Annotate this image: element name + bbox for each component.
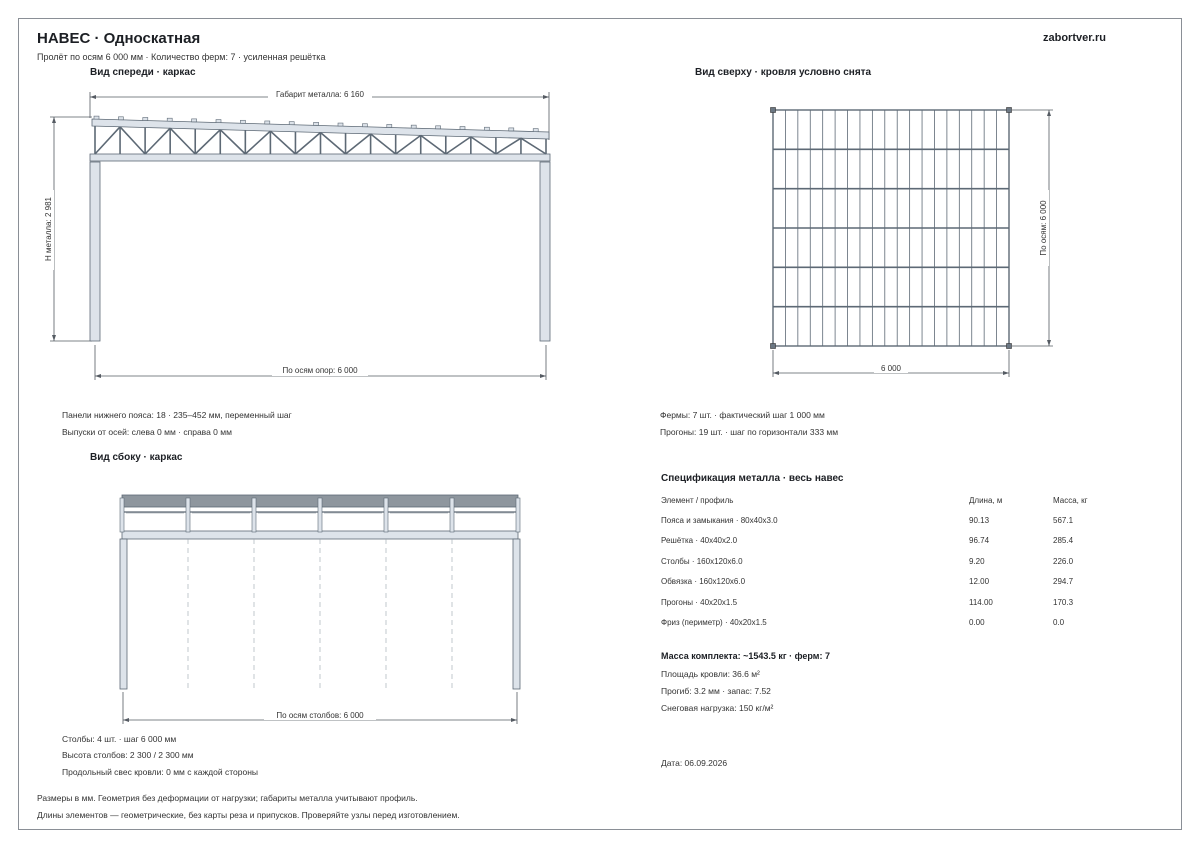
side-truss <box>450 498 454 532</box>
spec-cell-element: Решётка · 40х40х2.0 <box>661 536 738 546</box>
side-dim-bottom-label: По осям столбов: 6 000 <box>276 711 364 720</box>
footer-note-2: Длины элементов — геометрические, без карты реза и припусков. Проверяйте узлы перед изготовлением. <box>37 810 460 820</box>
side-note-3: Продольный свес кровли: 0 мм с каждой стороны <box>62 767 259 777</box>
spec-cell-element: Столбы · 160х120х6.0 <box>661 556 743 566</box>
side-note-2: Высота столбов: 2 300 / 2 300 мм <box>62 750 194 760</box>
front-view-title: Вид спереди · каркас <box>90 67 196 78</box>
summary-mass: Масса комплекта: ~1543.5 кг · ферм: 7 <box>661 651 830 661</box>
side-note-1: Столбы: 4 шт. · шаг 6 000 мм <box>62 734 177 744</box>
site-label: zabortver.ru <box>1043 32 1106 44</box>
summary-snow: Снеговая нагрузка: 150 кг/м² <box>661 703 774 713</box>
spec-cell-element: Обвязка · 160х120х6.0 <box>661 577 746 587</box>
spec-col-mass: Масса, кг <box>1053 495 1088 505</box>
side-truss <box>120 498 124 532</box>
page-subtitle: Пролёт по осям 6 000 мм · Количество ферм: 7 · усиленная решётка <box>37 52 326 62</box>
front-dim-left-label: Н металла: 2 981 <box>44 197 53 261</box>
spec-row <box>661 592 1113 612</box>
side-post-left <box>120 539 127 689</box>
spec-cell-length: 90.13 <box>969 516 990 526</box>
summary-area: Площадь кровли: 36.6 м² <box>661 669 760 679</box>
footer-note-1: Размеры в мм. Геометрия без деформации от нагрузки; габариты металла учитывают профиль. <box>37 793 418 803</box>
spec-table-wrap <box>661 490 1113 633</box>
top-dim-bottom-label: 6 000 <box>880 364 902 373</box>
spec-cell-mass: 294.7 <box>1053 577 1074 587</box>
side-truss <box>252 498 256 532</box>
spec-row <box>661 551 1113 571</box>
spec-cell-length: 9.20 <box>969 556 985 566</box>
spec-title: Спецификация металла · весь навес <box>661 473 844 484</box>
summary-date: Дата: 06.09.2026 <box>661 758 728 768</box>
front-note-1: Панели нижнего пояса: 18 · 235–452 мм, переменный шаг <box>62 410 292 420</box>
side-truss <box>516 498 520 532</box>
page-title: НАВЕС · Односкатная <box>37 30 201 47</box>
spec-cell-length: 0.00 <box>969 618 985 628</box>
spec-cell-element: Пояса и замыкания · 80х40х3.0 <box>661 516 778 526</box>
summary-deflection: Прогиб: 3.2 мм · запас: 7.52 <box>661 686 771 696</box>
top-note-1: Фермы: 7 шт. · фактический шаг 1 000 мм <box>660 410 825 420</box>
side-truss <box>384 498 388 532</box>
spec-row <box>661 612 1113 632</box>
spec-cell-element: Прогоны · 40х20х1.5 <box>661 597 738 607</box>
top-view-title: Вид сверху · кровля условно снята <box>695 67 872 78</box>
spec-table <box>661 490 1113 633</box>
spec-cell-mass: 170.3 <box>1053 597 1074 607</box>
spec-col-length: Длина, м <box>969 495 1003 505</box>
spec-row <box>661 572 1113 592</box>
side-truss <box>318 498 322 532</box>
spec-header-row <box>661 490 1113 510</box>
spec-cell-length: 12.00 <box>969 577 990 587</box>
spec-cell-mass: 0.0 <box>1053 618 1065 628</box>
side-truss <box>186 498 190 532</box>
spec-row <box>661 510 1113 530</box>
spec-cell-mass: 226.0 <box>1053 556 1074 566</box>
spec-cell-mass: 285.4 <box>1053 536 1074 546</box>
top-note-2: Прогоны: 19 шт. · шаг по горизонтали 333 мм <box>660 427 839 437</box>
front-dim-top-label: Габарит металла: 6 160 <box>276 90 364 99</box>
top-dim-right-label: По осям: 6 000 <box>1039 200 1048 256</box>
side-post-right <box>513 539 520 689</box>
spec-col-element: Элемент / профиль <box>661 495 734 505</box>
front-dim-bottom-label: По осям опор: 6 000 <box>282 366 358 375</box>
spec-row <box>661 531 1113 551</box>
side-trusses <box>120 498 520 690</box>
spec-cell-length: 96.74 <box>969 536 990 546</box>
side-view-title: Вид сбоку · каркас <box>90 452 183 463</box>
spec-cell-length: 114.00 <box>969 597 993 607</box>
front-note-2: Выпуски от осей: слева 0 мм · справа 0 мм <box>62 427 232 437</box>
spec-cell-element: Фриз (периметр) · 40х20х1.5 <box>661 618 767 628</box>
spec-cell-mass: 567.1 <box>1053 516 1074 526</box>
